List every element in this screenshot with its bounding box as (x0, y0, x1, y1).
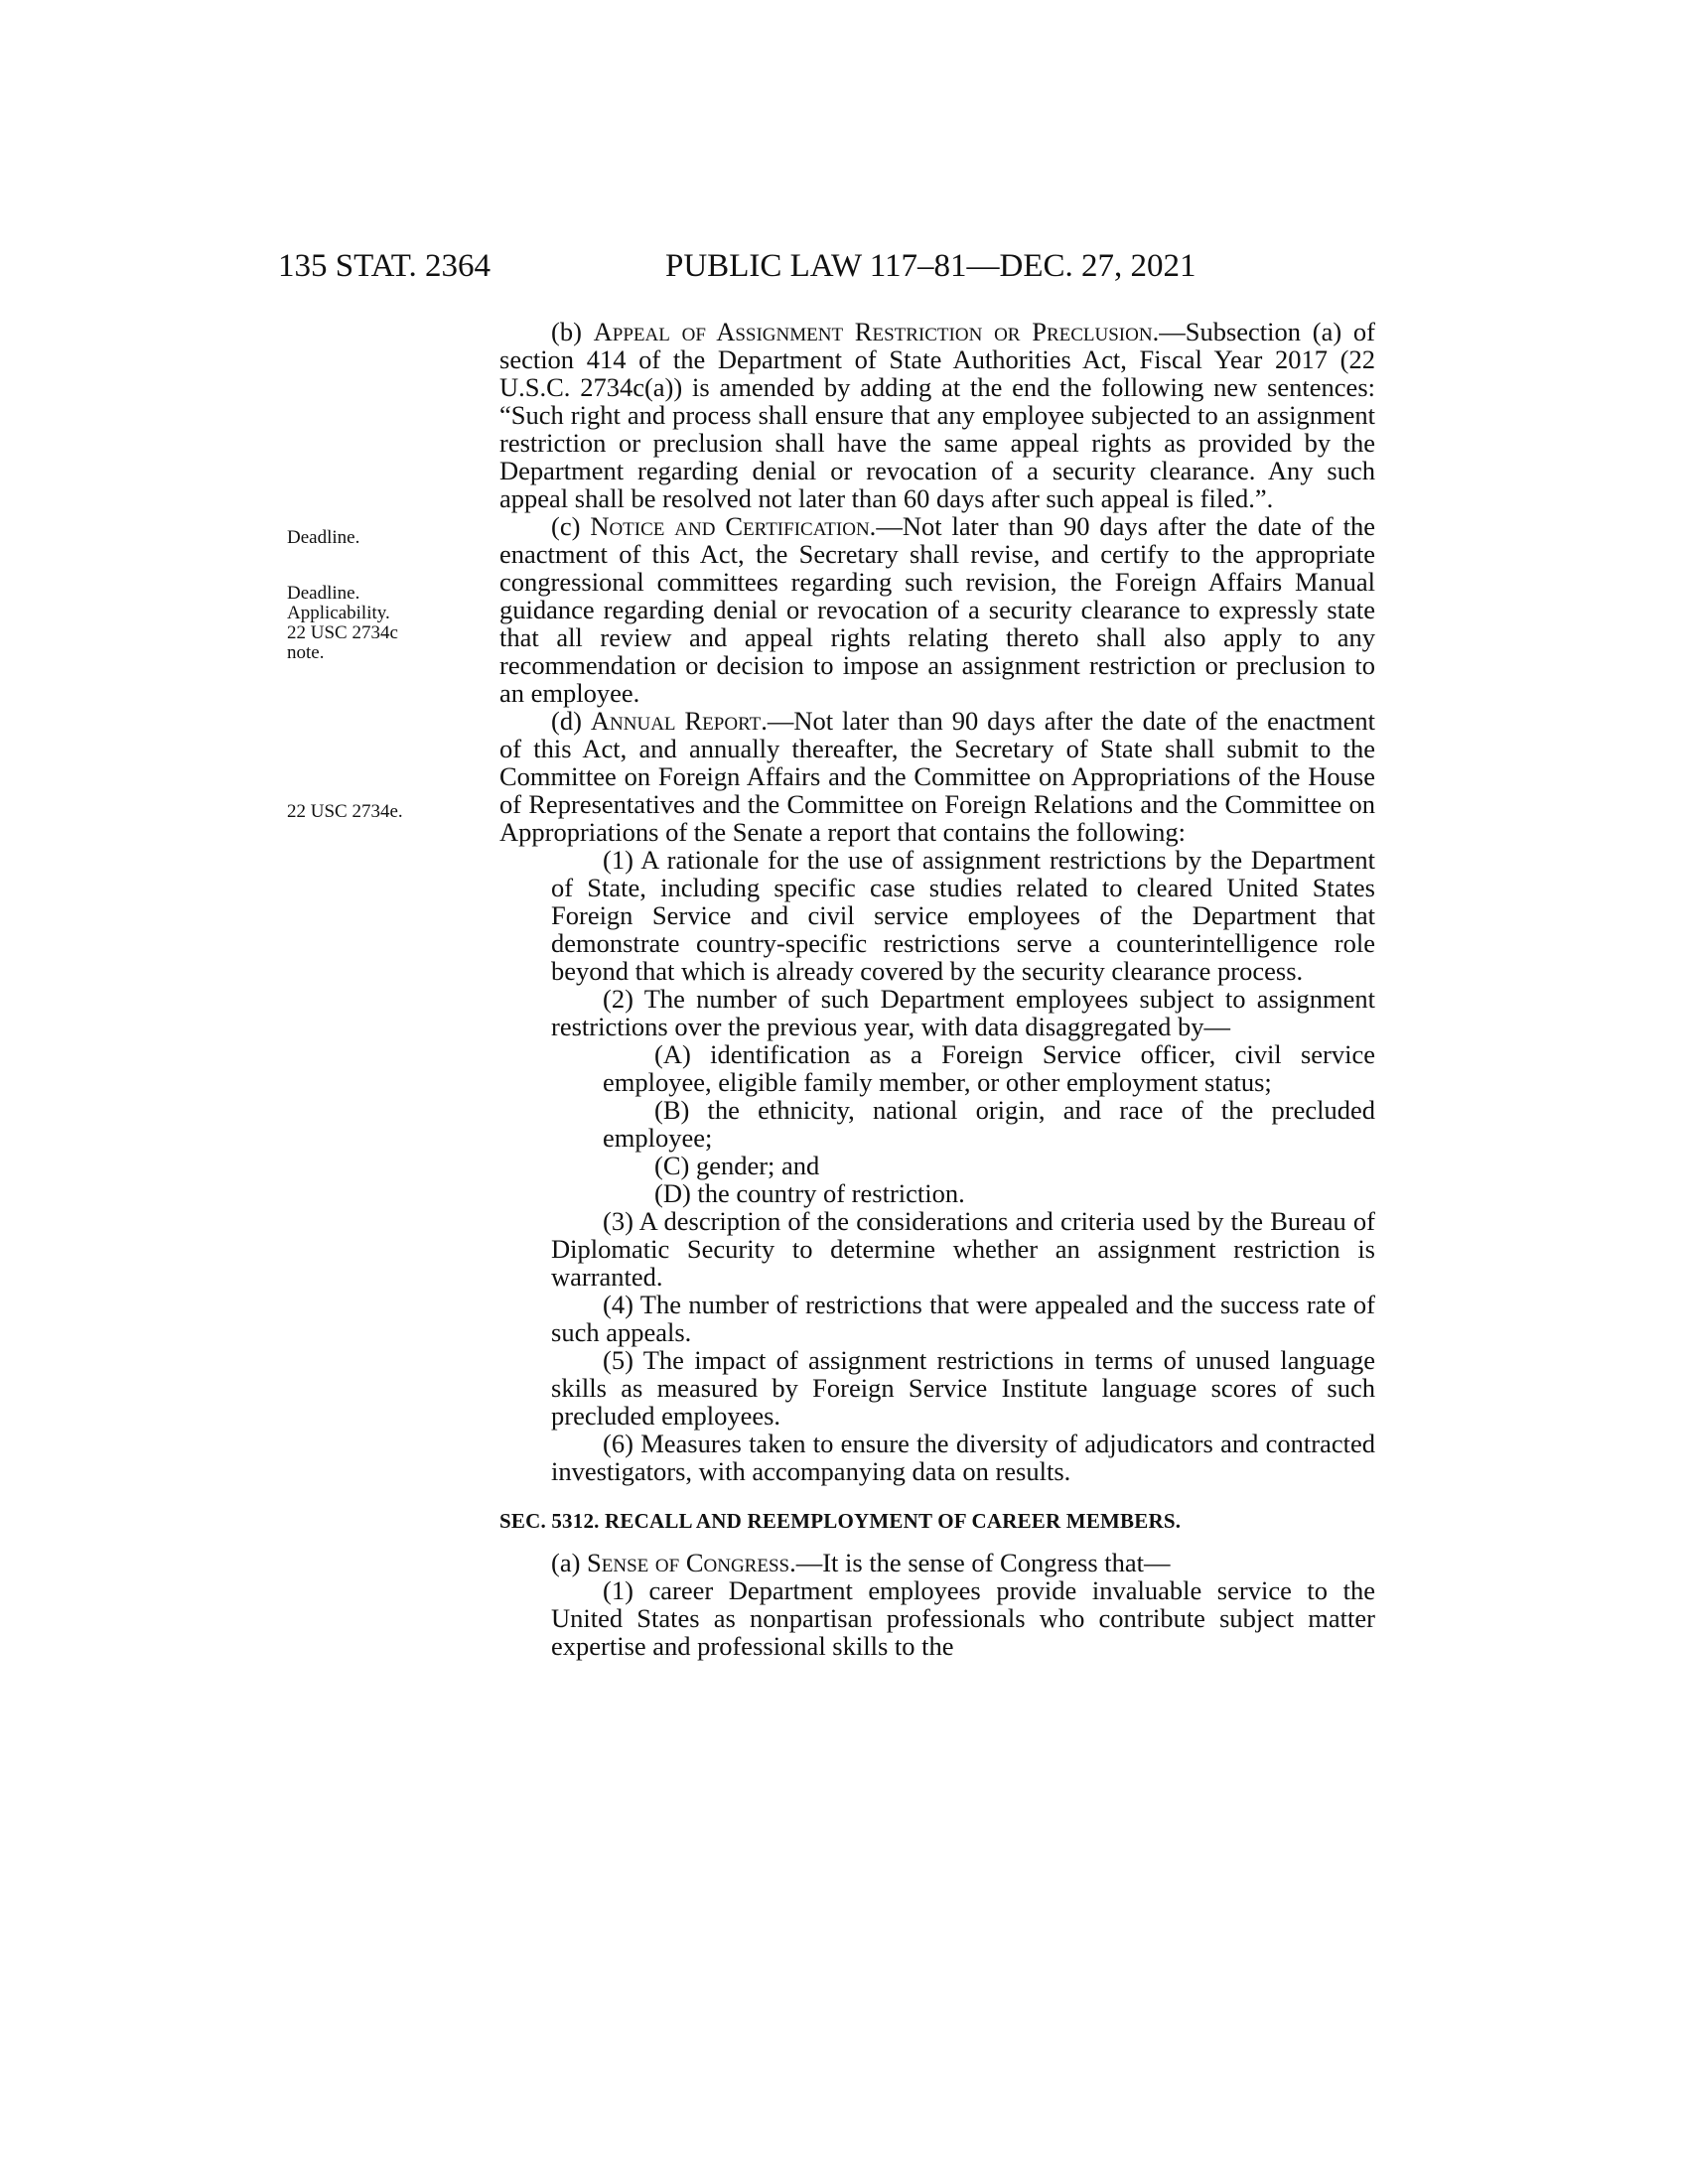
paragraph-d6: (6) Measures taken to ensure the diversity of adjudicators and contracted investigators, with accompanying data on results. (551, 1429, 1375, 1486)
running-header (278, 246, 1410, 286)
subparagraph-d2A: (A) identification as a Foreign Service officer, civil service employee, eligible family member, or other employment status; (603, 1039, 1375, 1097)
subsection-c (499, 512, 1375, 707)
subsection-a (499, 1549, 1375, 1576)
paragraph-a1: (1) career Department employees provide invaluable service to the United States as nonpartisan professionals who contribute subject matter expertise and professional skills to the (551, 1575, 1375, 1661)
subsection-a-label: (a) (551, 1548, 588, 1577)
subsection-c-text: —Not later than 90 days after the date of the enactment of this Act, the Secretary shall revise, and certify to the appropriate congressional committees regarding such revision, the Foreign Affairs Manual guidance regarding denial or revocation of a security clearance to expressly state that all review and appeal rights relating thereto shall also apply to any recommendation or decision to impose an assignment restriction or preclusion to an employee. (499, 511, 1375, 708)
subsection-d (499, 707, 1375, 846)
subsection-a-text: —It is the sense of Congress that— (795, 1548, 1171, 1577)
margin-note-deadline-applicability: Deadline. Applicability. 22 USC 2734c note. (287, 583, 398, 663)
subsection-c-label: (c) (551, 511, 591, 541)
subparagraph-d2C: (C) gender; and (654, 1151, 820, 1180)
section-heading: SEC. 5312. RECALL AND REEMPLOYMENT OF CAREER MEMBERS. (499, 1509, 1182, 1533)
subsection-c-heading: Notice and Certification. (590, 511, 877, 541)
subsection-b (499, 318, 1375, 512)
subsection-d-label: (d) (551, 706, 591, 736)
paragraph-d5: (5) The impact of assignment restrictions in terms of unused language skills as measured by Foreign Service Institute language scores of such precluded employees. (551, 1345, 1375, 1431)
subsection-b-heading: Appeal of Assignment Restriction or Preclusion. (593, 317, 1160, 346)
subsection-d-text: —Not later than 90 days after the date of the enactment of this Act, and annually thereafter, the Secretary of State shall submit to the Committee on Foreign Affairs and the Committee on Appropriations of the House of Representatives and the Committee on Foreign Relations and the Committee on Appropriations of the Senate a report that contains the following: (499, 706, 1375, 847)
subparagraph-d2B: (B) the ethnicity, national origin, and race of the precluded employee; (603, 1095, 1375, 1153)
statute-page-reference: 135 STAT. 2364 (278, 248, 492, 284)
margin-note-deadline: Deadline. (287, 527, 360, 548)
paragraph-d3: (3) A description of the considerations and criteria used by the Bureau of Diplomatic Security to determine whether an assignment restriction is warranted. (551, 1206, 1375, 1292)
paragraph-d2: (2) The number of such Department employees subject to assignment restrictions over the previous year, with data disaggregated by— (551, 984, 1375, 1041)
paragraph-d1: (1) A rationale for the use of assignment restrictions by the Department of State, including specific case studies related to cleared United States Foreign Service and civil service employees of the Department that demonstrate country-specific restrictions serve a counterintelligence role beyond that which is already covered by the security clearance process. (551, 845, 1375, 986)
subsection-a-heading: Sense of Congress. (587, 1548, 796, 1577)
subsection-b-label: (b) (551, 317, 594, 346)
paragraph-d4: (4) The number of restrictions that were appealed and the success rate of such appeals. (551, 1290, 1375, 1347)
subparagraph-d2D: (D) the country of restriction. (654, 1178, 965, 1208)
subsection-d-heading: Annual Report. (590, 706, 768, 736)
statute-body (499, 318, 1375, 1660)
public-law-reference: PUBLIC LAW 117–81—DEC. 27, 2021 (665, 248, 1196, 284)
subsection-b-text: —Subsection (a) of section 414 of the Department of State Authorities Act, Fiscal Year 2017 (22 U.S.C. 2734c(a)) is amended by adding at the end the following new sentences: “Such right and process shall ensure that any employee subjected to an assignment restriction or preclusion shall have the same appeal rights as provided by the Department regarding denial or revocation of a security clearance. Any such appeal shall be resolved not later than 60 days after such appeal is filed.”. (499, 317, 1375, 513)
margin-note-usc-citation: 22 USC 2734e. (287, 801, 403, 822)
